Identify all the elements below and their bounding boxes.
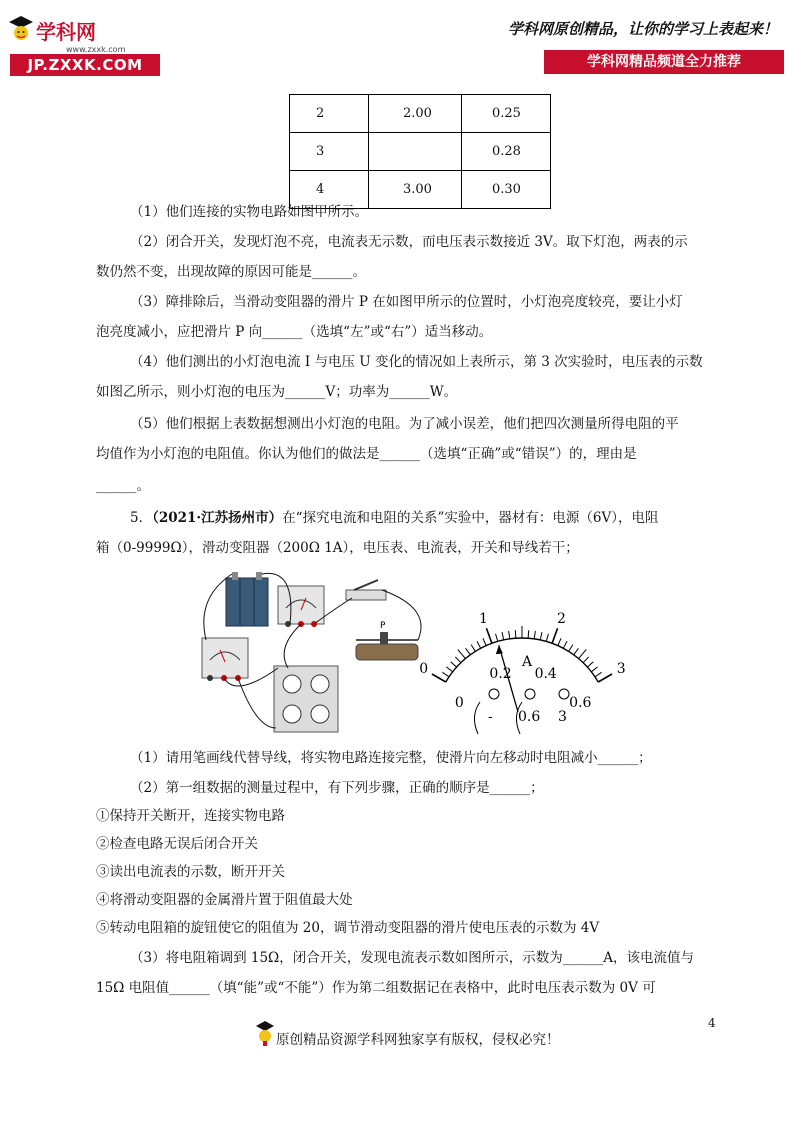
battery-icon [226,572,268,626]
q5-line-2: 箱（0-9999Ω），滑动变阻器（200Ω 1A），电压表、电流表，开关和导线若干； [96,540,579,556]
dial-tick [558,638,561,645]
dial-tick [569,645,573,652]
dial-tick [579,649,587,658]
terminal-3-icon [559,689,569,699]
q4-line-3a: （3）障排除后，当滑动变阻器的滑片 P 在如图甲所示的位置时，小灯泡亮度较亮，要让小灯 [130,294,683,310]
dial-tick [496,634,498,642]
dial-unit: A [522,654,533,670]
table-cell: 0.25 [462,95,551,133]
q5-option-5: ⑤转动电阻箱的旋钮使它的阻值为 20，调节滑动变阻器的滑片使电压表的示数为 4V [96,920,600,936]
dial-tick [552,628,557,643]
dial-tick [540,632,542,640]
q5-number: 5． [130,510,153,526]
q4-line-2b: 数仍然不变，出现故障的原因可能是______。 [96,264,366,280]
table-cell: 2.00 [369,95,462,133]
dial-top-label: 3 [616,661,626,677]
page-number: 4 [708,1016,716,1030]
dial-tick [477,641,481,648]
q4-line-1: （1）他们连接的实物电路如图甲所示。 [130,204,369,220]
logo-text: 学科网 [36,20,96,44]
resistance-box-icon [274,666,338,732]
dial-bottom-label: 0.6 [569,695,592,711]
dial-tick [515,630,516,638]
dial-tick [598,674,612,682]
q5-option-4: ④将滑动变阻器的金属滑片置于阻值最大处 [96,892,353,908]
terminal-06-icon [525,689,535,699]
dial-tick [502,632,504,640]
q5-option-3: ③读出电流表的示数，断开开关 [96,864,285,880]
dial-top-label: 1 [479,610,488,627]
table-row [290,133,551,171]
terminal-label: 3 [558,709,567,725]
q5-sub-1: （1）请用笔画线代替导线，将实物电路连接完整，使滑片向左移动时电阻减小______； [130,750,652,766]
dial-tick [442,672,449,676]
dial-tick [451,662,457,667]
dial-tick [546,634,548,642]
q4-line-5c: ______。 [96,478,150,494]
dial-tick [563,641,567,648]
q5-line-1 [130,504,710,532]
terminal-label: - [488,709,493,725]
ammeter-icon [202,638,248,681]
dial-tick [483,638,486,645]
dial-tick [534,631,535,639]
terminal-neg-icon [489,689,499,699]
q5-option-1: ①保持开关断开，连接实物电路 [96,808,285,824]
q4-line-4a: （4）他们测出的小灯泡电流 I 与电压 U 变化的情况如上表所示，第 3 次实验时，电压表的示数 [130,354,703,370]
dial-tick [486,628,491,643]
table-cell: 3 [290,133,369,171]
q4-line-4b: 如图乙所示，则小灯泡的电压为______V；功率为______W。 [96,384,458,400]
data-table [289,94,551,209]
table-cell: 2 [290,95,369,133]
ammeter-dial [418,576,648,736]
dial-tick [574,648,579,654]
dial-tick [471,645,475,652]
logo[interactable] [36,16,125,54]
recommend-banner: 学科网精品频道全力推荐 [544,50,784,74]
graduate-cap-icon [8,14,34,44]
dial-top-label: 2 [556,610,566,627]
dial-tick [455,657,461,663]
dial-bottom-label: 0 [454,695,464,711]
dial-tick [583,657,589,663]
table-cell: 3.00 [369,171,462,209]
dial-tick [458,649,466,658]
logo-sub: www.zxxk.com [66,45,126,54]
voltmeter-icon [278,586,324,627]
q5-sub-3a: （3）将电阻箱调到 15Ω，闭合开关，发现电流表示数如图所示，示数为______A，该电流值与 [130,950,694,966]
rheostat-icon [356,621,418,660]
table-cell: 4 [290,171,369,209]
wire-left [474,702,480,734]
q4-line-5a: （5）他们根据上表数据想测出小灯泡的电阻。为了减小误差，他们把四次测量所得电阻的平 [130,416,679,432]
table-cell: 0.28 [462,133,551,171]
logo-domain[interactable]: JP.ZXXK.COM [10,54,160,76]
dial-top-label: 0 [419,661,429,677]
dial-bottom-label: 0.2 [489,665,512,682]
q4-line-3b: 泡亮度减小，应把滑片 P 向______（选填“左”或“右”）适当移动。 [96,324,493,340]
terminal-label: 0.6 [518,709,541,725]
q4-line-2a: （2）闭合开关，发现灯泡不亮，电流表无示数，而电压表示数接近 3V。取下灯泡，两表的示 [130,234,688,250]
dial-tick [432,674,446,682]
q4-line-5b: 均值作为小灯泡的电阻值。你认为他们的做法是______（选填“正确”或“错误”）的，理由是 [96,446,637,462]
dial-tick [446,667,452,672]
dial-tick [595,672,602,676]
dial-tick [466,648,471,654]
table-cell: 0.30 [462,171,551,209]
q5-text: 在“探究电流和电阻的关系”实验中，器材有：电源（6V），电阻 [282,510,659,526]
q5-sub-3b: 15Ω 电阻值______（填“能”或“不能”）作为第二组数据记在表格中，此时电压表示数为 0V 可 [96,980,656,996]
slider-label: P [380,621,386,631]
graduate-cap-icon [256,1020,274,1046]
dial-tick [587,662,593,667]
table-cell [369,133,462,171]
dial-bottom-label: 0.4 [534,665,557,682]
switch-icon [346,580,386,600]
table-row [290,95,551,133]
q5-option-2: ②检查电路无误后闭合开关 [96,836,258,852]
slogan: 学科网原创精品，让你的学习上表起来！ [507,20,778,38]
dial-tick [528,630,529,638]
dial-tick [591,667,597,672]
circuit-diagram [196,568,432,734]
q5-sub-2: （2）第一组数据的测量过程中，有下列步骤，正确的顺序是______； [130,780,544,796]
q5-source-tag: （2021·江苏扬州市） [152,510,283,526]
dial-needle-head [496,645,503,654]
copyright-notice: 原创精品资源学科网独家享有版权，侵权必究！ [276,1032,560,1048]
dial-tick [509,631,510,639]
